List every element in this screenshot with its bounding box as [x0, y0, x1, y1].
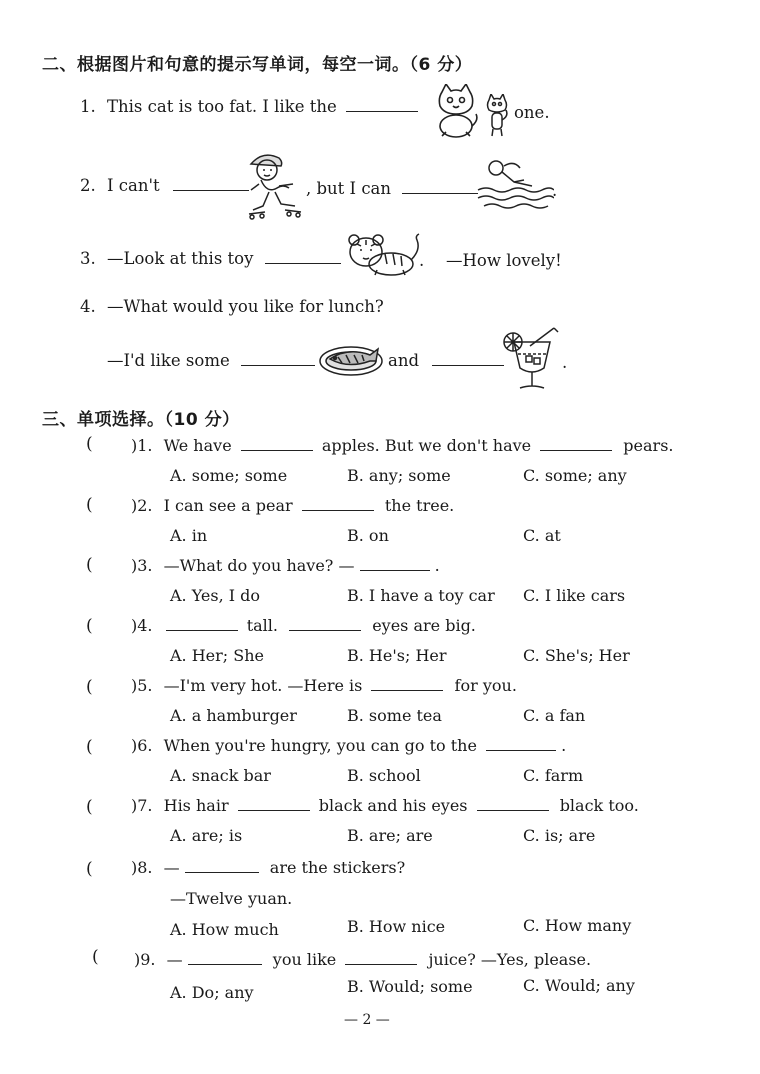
option-b[interactable]: B. school	[347, 766, 421, 785]
question-number: )6.	[131, 736, 153, 755]
skating-boy-icon	[243, 150, 305, 220]
fish-plate-icon	[318, 339, 384, 379]
answer-paren[interactable]: (	[86, 859, 93, 879]
answer-blank	[241, 449, 313, 451]
option-c[interactable]: C. at	[523, 526, 561, 545]
answer-blank[interactable]	[241, 364, 315, 366]
fat-cat-icon	[432, 84, 480, 140]
question-4	[131, 616, 476, 635]
question-text: .	[434, 556, 440, 575]
option-c[interactable]: C. a fan	[523, 706, 586, 725]
s2-item-4-and	[388, 351, 504, 370]
item-number: 2.	[80, 176, 96, 195]
question-text: We have	[163, 436, 232, 455]
item-text-after: .	[552, 181, 558, 200]
question-text: When you're hungry, you can go to the	[163, 736, 477, 755]
question-6	[131, 736, 566, 755]
question-number: )9.	[134, 950, 156, 969]
answer-paren[interactable]: (	[86, 434, 93, 454]
question-number: )8.	[131, 858, 153, 877]
thin-cat-icon	[484, 94, 510, 138]
question-3	[131, 556, 440, 575]
option-a[interactable]: A. are; is	[170, 826, 243, 845]
s2-item-1	[80, 97, 418, 116]
s2-item-2	[80, 176, 249, 195]
question-text: His hair	[163, 796, 229, 815]
question-number: )2.	[131, 496, 153, 515]
answer-paren[interactable]: (	[86, 797, 93, 817]
section3-title: 三、单项选择。（10 分）	[42, 410, 240, 430]
option-b[interactable]: B. some tea	[347, 706, 442, 725]
answer-blank	[188, 963, 262, 965]
question-number: )4.	[131, 616, 153, 635]
s2-item-3	[80, 249, 341, 268]
question-text: apples. But we don't have	[321, 436, 532, 455]
item-question: —What would you like for lunch?	[107, 297, 384, 316]
s2-item-4	[80, 297, 384, 316]
option-b[interactable]: B. any; some	[347, 466, 451, 485]
option-a[interactable]: A. some; some	[170, 466, 288, 485]
answer-blank	[540, 449, 612, 451]
option-c[interactable]: C. some; any	[523, 466, 627, 485]
option-c[interactable]: C. She's; Her	[523, 646, 630, 665]
answer-blank	[486, 749, 556, 751]
option-b[interactable]: B. He's; Her	[347, 646, 447, 665]
question-text: —I'm very hot. —Here is	[163, 676, 363, 695]
answer-blank	[166, 629, 238, 631]
toy-tiger-icon	[345, 232, 423, 278]
answer-blank	[238, 809, 310, 811]
question-1	[131, 436, 674, 455]
question-number: )3.	[131, 556, 153, 575]
swimmer-icon	[474, 156, 554, 216]
answer-blank	[360, 569, 430, 571]
item-text: —I'd like some	[107, 351, 230, 370]
question-text: —	[166, 950, 183, 969]
answer-blank[interactable]	[173, 189, 249, 191]
question-text: I can see a pear	[163, 496, 293, 515]
option-b[interactable]: B. I have a toy car	[347, 586, 495, 605]
question-text: eyes are big.	[372, 616, 476, 635]
option-a[interactable]: A. Her; She	[170, 646, 265, 665]
item-text: I can't	[107, 176, 160, 195]
option-a[interactable]: A. snack bar	[170, 766, 271, 785]
option-c[interactable]: C. I like cars	[523, 586, 626, 605]
question-text: you like	[272, 950, 337, 969]
answer-blank	[302, 509, 374, 511]
option-b[interactable]: B. Would; some	[347, 977, 473, 996]
s2-item-4-answer	[107, 351, 315, 370]
answer-blank[interactable]	[432, 364, 504, 366]
page-number: — 2 —	[344, 1012, 390, 1028]
answer-blank[interactable]	[402, 192, 478, 194]
answer-blank[interactable]	[265, 262, 341, 264]
answer-blank	[371, 689, 443, 691]
answer-blank	[185, 871, 259, 873]
option-c[interactable]: C. farm	[523, 766, 584, 785]
question-text: black and his eyes	[318, 796, 468, 815]
question-number: )5.	[131, 676, 153, 695]
option-a[interactable]: A. a hamburger	[170, 706, 297, 725]
question-text: tall.	[246, 616, 278, 635]
option-a[interactable]: A. Yes, I do	[170, 586, 261, 605]
question-text: —	[163, 858, 180, 877]
answer-paren[interactable]: (	[86, 737, 93, 757]
question-text: —What do you have? —	[163, 556, 355, 575]
option-c[interactable]: C. is; are	[523, 826, 596, 845]
section2-title: 二、根据图片和句意的提示写单词，每空一词。（6 分）	[42, 55, 473, 75]
question-text: for you.	[454, 676, 517, 695]
option-a[interactable]: A. in	[170, 526, 208, 545]
answer-blank	[289, 629, 361, 631]
item-text: This cat is too fat. I like the	[107, 97, 337, 116]
option-c[interactable]: C. How many	[523, 916, 632, 935]
answer-paren[interactable]: (	[86, 677, 93, 697]
question-text: .	[561, 736, 567, 755]
answer-paren[interactable]: (	[86, 495, 93, 515]
answer-paren[interactable]: (	[92, 947, 99, 967]
option-a[interactable]: A. How much	[170, 920, 279, 939]
question-number: )1.	[131, 436, 153, 455]
question-text: juice? —Yes, please.	[428, 950, 592, 969]
option-b[interactable]: B. are; are	[347, 826, 433, 845]
question-text: the tree.	[384, 496, 455, 515]
question-text: black too.	[559, 796, 639, 815]
item-text: —Look at this toy	[107, 249, 254, 268]
question-5	[131, 676, 517, 695]
answer-blank[interactable]	[346, 110, 418, 112]
answer-blank	[345, 963, 417, 965]
item-number: 1.	[80, 97, 96, 116]
question-9	[134, 950, 591, 969]
s2-item-2-cont	[306, 179, 478, 198]
item-reply: —How lovely!	[446, 251, 562, 270]
item-text-after: one.	[514, 103, 550, 122]
answer-blank	[477, 809, 549, 811]
option-b[interactable]: B. How nice	[347, 917, 446, 936]
question-8-reply: —Twelve yuan.	[170, 889, 293, 908]
option-b[interactable]: B. on	[347, 526, 389, 545]
item-text-after: .	[419, 251, 425, 270]
question-number: )7.	[131, 796, 153, 815]
question-8	[131, 858, 405, 877]
juice-glass-icon	[500, 326, 560, 392]
option-a[interactable]: A. Do; any	[170, 983, 254, 1002]
answer-paren[interactable]: (	[86, 555, 93, 575]
item-text-after: .	[562, 353, 568, 372]
option-c[interactable]: C. Would; any	[523, 976, 635, 995]
item-text-middle: and	[388, 351, 420, 370]
question-text: are the stickers?	[269, 858, 406, 877]
question-7	[131, 796, 639, 815]
item-number: 4.	[80, 297, 96, 316]
item-text-middle: , but I can	[306, 179, 392, 198]
answer-paren[interactable]: (	[86, 616, 93, 636]
question-2	[131, 496, 454, 515]
question-text: pears.	[623, 436, 674, 455]
item-number: 3.	[80, 249, 96, 268]
